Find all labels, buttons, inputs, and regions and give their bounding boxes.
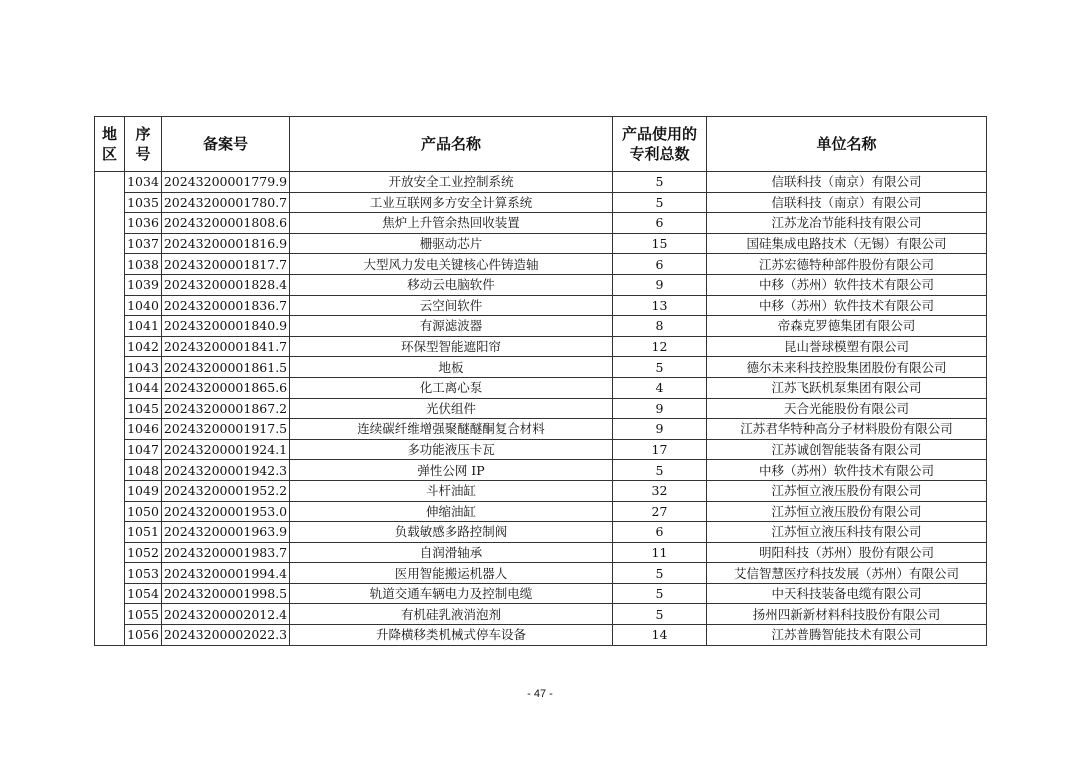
table-row <box>95 295 987 316</box>
seq-cell: 1050 <box>125 501 162 522</box>
product-name-cell: 栅驱动芯片 <box>290 233 613 254</box>
patent-count-cell: 5 <box>613 192 707 213</box>
page-number: - 47 - <box>527 688 553 700</box>
product-name-cell: 环保型智能遮阳帘 <box>290 336 613 357</box>
seq-cell: 1049 <box>125 480 162 501</box>
product-name-cell: 升降横移类机械式停车设备 <box>290 625 613 646</box>
table-row <box>95 377 987 398</box>
record-no-cell: 20243200001924.1 <box>162 439 290 460</box>
table-row <box>95 625 987 646</box>
record-no-cell: 20243200001828.4 <box>162 274 290 295</box>
table-row <box>95 233 987 254</box>
header-seq: 序 号 <box>125 117 162 172</box>
product-name-cell: 弹性公网 IP <box>290 460 613 481</box>
product-name-cell: 医用智能搬运机器人 <box>290 563 613 584</box>
patent-count-cell: 17 <box>613 439 707 460</box>
company-cell: 中天科技装备电缆有限公司 <box>707 583 987 604</box>
table-row <box>95 213 987 234</box>
patent-count-cell: 5 <box>613 563 707 584</box>
header-patent-count: 产品使用的 专利总数 <box>613 117 707 172</box>
record-no-cell: 20243200002022.3 <box>162 625 290 646</box>
record-no-cell: 20243200001942.3 <box>162 460 290 481</box>
patent-count-cell: 15 <box>613 233 707 254</box>
patent-count-cell: 6 <box>613 254 707 275</box>
product-name-cell: 伸缩油缸 <box>290 501 613 522</box>
patent-count-cell: 9 <box>613 398 707 419</box>
record-no-cell: 20243200001817.7 <box>162 254 290 275</box>
seq-cell: 1040 <box>125 295 162 316</box>
patent-count-cell: 27 <box>613 501 707 522</box>
patent-count-cell: 13 <box>613 295 707 316</box>
product-name-cell: 开放安全工业控制系统 <box>290 172 613 193</box>
seq-cell: 1043 <box>125 357 162 378</box>
seq-cell: 1047 <box>125 439 162 460</box>
patent-count-cell: 9 <box>613 419 707 440</box>
product-name-cell: 斗杆油缸 <box>290 480 613 501</box>
patent-count-cell: 14 <box>613 625 707 646</box>
company-cell: 德尔未来科技控股集团股份有限公司 <box>707 357 987 378</box>
seq-cell: 1038 <box>125 254 162 275</box>
patent-count-cell: 5 <box>613 357 707 378</box>
seq-cell: 1037 <box>125 233 162 254</box>
company-cell: 明阳科技（苏州）股份有限公司 <box>707 542 987 563</box>
table-row <box>95 460 987 481</box>
company-cell: 信联科技（南京）有限公司 <box>707 172 987 193</box>
header-region: 地 区 <box>95 117 125 172</box>
record-no-cell: 20243200001867.2 <box>162 398 290 419</box>
product-name-cell: 自润滑轴承 <box>290 542 613 563</box>
company-cell: 艾信智慧医疗科技发展（苏州）有限公司 <box>707 563 987 584</box>
table-row <box>95 439 987 460</box>
seq-cell: 1036 <box>125 213 162 234</box>
seq-cell: 1045 <box>125 398 162 419</box>
seq-cell: 1055 <box>125 604 162 625</box>
record-no-cell: 20243200001808.6 <box>162 213 290 234</box>
company-cell: 天合光能股份有限公司 <box>707 398 987 419</box>
patent-count-cell: 5 <box>613 604 707 625</box>
patent-count-cell: 8 <box>613 316 707 337</box>
patent-count-cell: 5 <box>613 583 707 604</box>
company-cell: 江苏诚创智能装备有限公司 <box>707 439 987 460</box>
company-cell: 江苏宏德特种部件股份有限公司 <box>707 254 987 275</box>
seq-cell: 1056 <box>125 625 162 646</box>
seq-cell: 1042 <box>125 336 162 357</box>
company-cell: 江苏普腾智能技术有限公司 <box>707 625 987 646</box>
record-no-cell: 20243200001953.0 <box>162 501 290 522</box>
patent-count-cell: 5 <box>613 460 707 481</box>
seq-cell: 1052 <box>125 542 162 563</box>
company-cell: 扬州四新新材料科技股份有限公司 <box>707 604 987 625</box>
header-product-name: 产品名称 <box>290 117 613 172</box>
product-name-cell: 移动云电脑软件 <box>290 274 613 295</box>
record-no-cell: 20243200001952.2 <box>162 480 290 501</box>
patent-count-cell: 9 <box>613 274 707 295</box>
header-company: 单位名称 <box>707 117 987 172</box>
record-no-cell: 20243200001816.9 <box>162 233 290 254</box>
record-no-cell: 20243200001836.7 <box>162 295 290 316</box>
product-name-cell: 轨道交通车辆电力及控制电缆 <box>290 583 613 604</box>
seq-cell: 1048 <box>125 460 162 481</box>
seq-cell: 1044 <box>125 377 162 398</box>
header-record-no: 备案号 <box>162 117 290 172</box>
company-cell: 中移（苏州）软件技术有限公司 <box>707 274 987 295</box>
seq-cell: 1035 <box>125 192 162 213</box>
record-no-cell: 20243200001963.9 <box>162 522 290 543</box>
company-cell: 国硅集成电路技术（无锡）有限公司 <box>707 233 987 254</box>
patent-count-cell: 6 <box>613 213 707 234</box>
product-name-cell: 大型风力发电关键核心件铸造轴 <box>290 254 613 275</box>
seq-cell: 1053 <box>125 563 162 584</box>
product-name-cell: 负载敏感多路控制阀 <box>290 522 613 543</box>
record-no-cell: 20243200001840.9 <box>162 316 290 337</box>
table-row <box>95 316 987 337</box>
product-name-cell: 工业互联网多方安全计算系统 <box>290 192 613 213</box>
record-no-cell: 20243200001841.7 <box>162 336 290 357</box>
company-cell: 中移（苏州）软件技术有限公司 <box>707 460 987 481</box>
table-row <box>95 357 987 378</box>
header-row <box>95 117 987 172</box>
table-row <box>95 419 987 440</box>
region-cell <box>95 172 125 646</box>
patent-count-cell: 32 <box>613 480 707 501</box>
company-cell: 中移（苏州）软件技术有限公司 <box>707 295 987 316</box>
product-name-cell: 化工离心泵 <box>290 377 613 398</box>
product-name-cell: 连续碳纤维增强聚醚醚酮复合材料 <box>290 419 613 440</box>
product-name-cell: 有机硅乳液消泡剂 <box>290 604 613 625</box>
patent-count-cell: 4 <box>613 377 707 398</box>
record-no-cell: 20243200001994.4 <box>162 563 290 584</box>
company-cell: 江苏飞跃机泵集团有限公司 <box>707 377 987 398</box>
company-cell: 信联科技（南京）有限公司 <box>707 192 987 213</box>
table-row <box>95 501 987 522</box>
table-row <box>95 604 987 625</box>
company-cell: 江苏君华特种高分子材料股份有限公司 <box>707 419 987 440</box>
patent-count-cell: 6 <box>613 522 707 543</box>
table-row <box>95 542 987 563</box>
table-row <box>95 583 987 604</box>
record-no-cell: 20243200001917.5 <box>162 419 290 440</box>
patent-count-cell: 12 <box>613 336 707 357</box>
seq-cell: 1039 <box>125 274 162 295</box>
table-row <box>95 254 987 275</box>
company-cell: 江苏恒立液压股份有限公司 <box>707 501 987 522</box>
seq-cell: 1051 <box>125 522 162 543</box>
seq-cell: 1054 <box>125 583 162 604</box>
patent-count-cell: 11 <box>613 542 707 563</box>
seq-cell: 1034 <box>125 172 162 193</box>
patent-count-cell: 5 <box>613 172 707 193</box>
table-row <box>95 398 987 419</box>
company-cell: 江苏恒立液压科技有限公司 <box>707 522 987 543</box>
seq-cell: 1046 <box>125 419 162 440</box>
record-no-cell: 20243200001983.7 <box>162 542 290 563</box>
record-no-cell: 20243200001779.9 <box>162 172 290 193</box>
table-row <box>95 480 987 501</box>
company-cell: 昆山誉球模塑有限公司 <box>707 336 987 357</box>
product-name-cell: 地板 <box>290 357 613 378</box>
table-row <box>95 336 987 357</box>
record-no-cell: 20243200001861.5 <box>162 357 290 378</box>
table-row <box>95 563 987 584</box>
product-name-cell: 多功能液压卡瓦 <box>290 439 613 460</box>
seq-cell: 1041 <box>125 316 162 337</box>
table-body <box>95 172 987 646</box>
table-row <box>95 192 987 213</box>
company-cell: 江苏龙冶节能科技有限公司 <box>707 213 987 234</box>
company-cell: 帝森克罗德集团有限公司 <box>707 316 987 337</box>
product-name-cell: 光伏组件 <box>290 398 613 419</box>
product-name-cell: 焦炉上升管余热回收装置 <box>290 213 613 234</box>
record-no-cell: 20243200001780.7 <box>162 192 290 213</box>
table-row <box>95 522 987 543</box>
record-no-cell: 20243200001998.5 <box>162 583 290 604</box>
product-name-cell: 有源滤波器 <box>290 316 613 337</box>
record-no-cell: 20243200002012.4 <box>162 604 290 625</box>
table-row <box>95 172 987 193</box>
product-name-cell: 云空间软件 <box>290 295 613 316</box>
table-row <box>95 274 987 295</box>
record-no-cell: 20243200001865.6 <box>162 377 290 398</box>
company-cell: 江苏恒立液压股份有限公司 <box>707 480 987 501</box>
record-table <box>94 116 987 646</box>
